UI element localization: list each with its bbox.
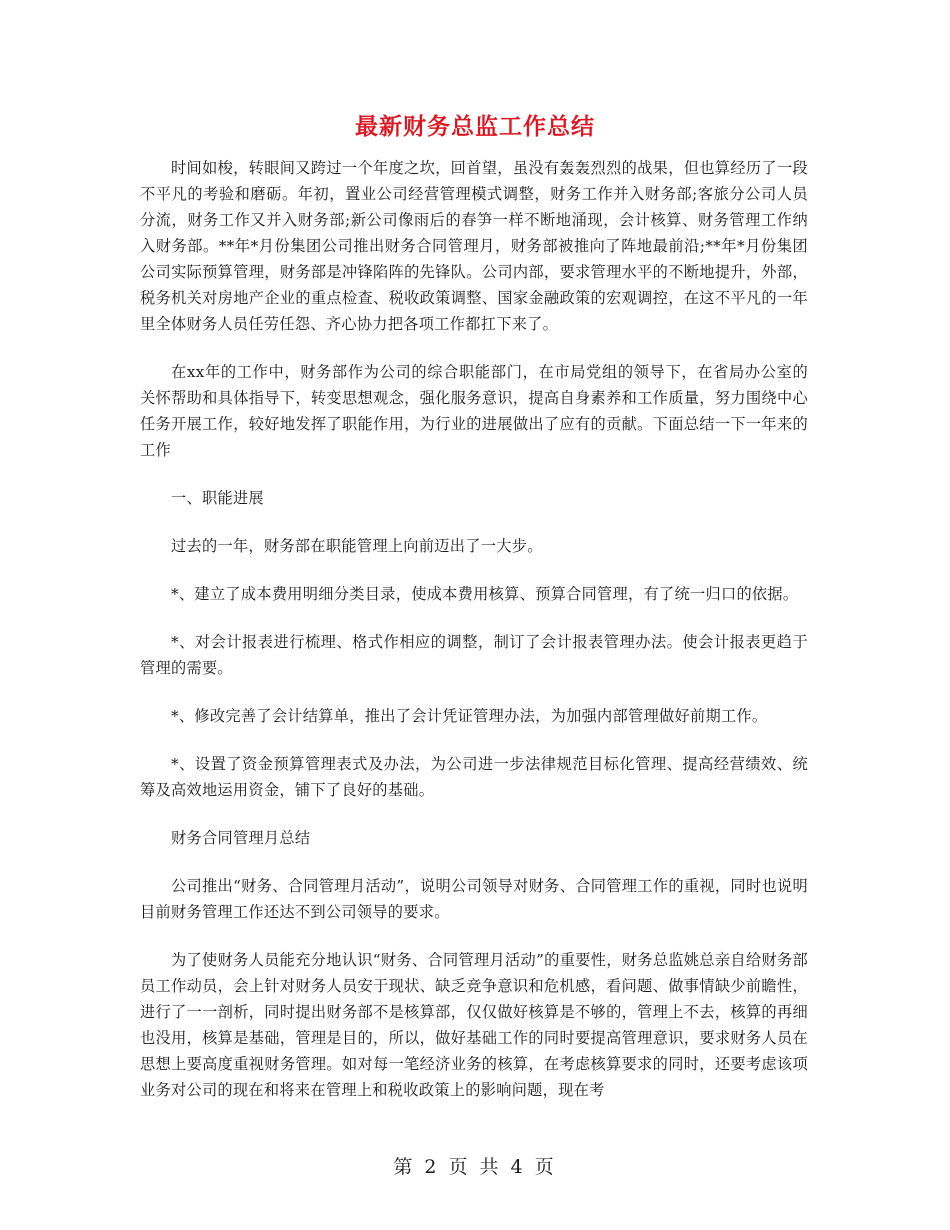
- section-heading-contract-month: 财务合同管理月总结: [171, 829, 311, 847]
- list-item-report-management: *、对会计报表进行梳理、格式作相应的调整，制订了会计报表管理办法。使会计报表更趋于管理的需要。: [140, 633, 808, 677]
- list-item-cost-catalog: *、建立了成本费用明细分类目录，使成本费用核算、预算合同管理，有了统一归口的依据。: [171, 585, 799, 603]
- document-body: [140, 155, 808, 1125]
- paragraph-contract-month: 公司推出“财务、合同管理月活动”，说明公司领导对财务、合同管理工作的重视，同时也说明目前财务管理工作还达不到公司领导的要求。: [140, 877, 808, 921]
- paragraph-functions-intro: 过去的一年，财务部在职能管理上向前迈出了一大步。: [171, 537, 543, 555]
- page-number-footer: 第 2 页 共 4 页: [393, 1156, 557, 1178]
- list-item-fund-budget: *、设置了资金预算管理表式及办法，为公司进一步法律规范目标化管理、提高经营绩效、统筹及高效地运用资金，铺下了良好的基础。: [140, 755, 808, 799]
- list-item-settlement: *、修改完善了会计结算单，推出了会计凭证管理办法，为加强内部管理做好前期工作。: [171, 707, 768, 725]
- paragraph-intro: 时间如梭，转眼间又跨过一个年度之坎，回首望，虽没有轰轰烈烈的战果，但也算经历了一段不平凡的考验和磨砺。年初，置业公司经营管理模式调整，财务工作并入财务部;客旅分公司人员分流，财务工作又并入财务部;新公司像雨后的春笋一样不断地涌现，会计核算、财务管理工作纳入财务部。**年*月份集团公司推出财务合同管理月，财务部被推向了阵地最前沿;**年*月份集团公司实际预算管理，财务部是冲锋陷阵的先锋队。公司内部，要求管理水平的不断地提升，外部，税务机关对房地产企业的重点检查、税收政策调整、国家金融政策的宏观调控，在这不平凡的一年里全体财务人员任劳任怨、齐心协力把各项工作都扛下来了。: [140, 159, 808, 333]
- document-title: 最新财务总监工作总结: [355, 114, 595, 140]
- paragraph-mobilization: 为了使财务人员能充分地认识“财务、合同管理月活动”的重要性，财务总监姚总亲自给财务部员工作动员，会上针对财务人员安于现状、缺乏竞争意识和危机感，看问题、做事情缺少前瞻性，进行了一一剖析，同时提出财务部不是核算部，仅仅做好核算是不够的，管理上不去，核算的再细也没用，核算是基础，管理是目的，所以，做好基础工作的同时要提高管理意识，要求财务人员在思想上要高度重视财务管理。如对每一笔经济业务的核算，在考虑核算要求的同时，还要考虑该项业务对公司的现在和将来在管理上和税收政策上的影响问题，现在考: [140, 951, 808, 1099]
- section-heading-functions: 一、职能进展: [171, 489, 264, 507]
- paragraph-overview: 在xx年的工作中，财务部作为公司的综合职能部门，在市局党组的领导下，在省局办公室的关怀帮助和具体指导下，转变思想观念，强化服务意识，提高自身素养和工作质量，努力围绕中心任务开展工作，较好地发挥了职能作用，为行业的进展做出了应有的贡献。下面总结一下一年来的工作: [140, 363, 808, 459]
